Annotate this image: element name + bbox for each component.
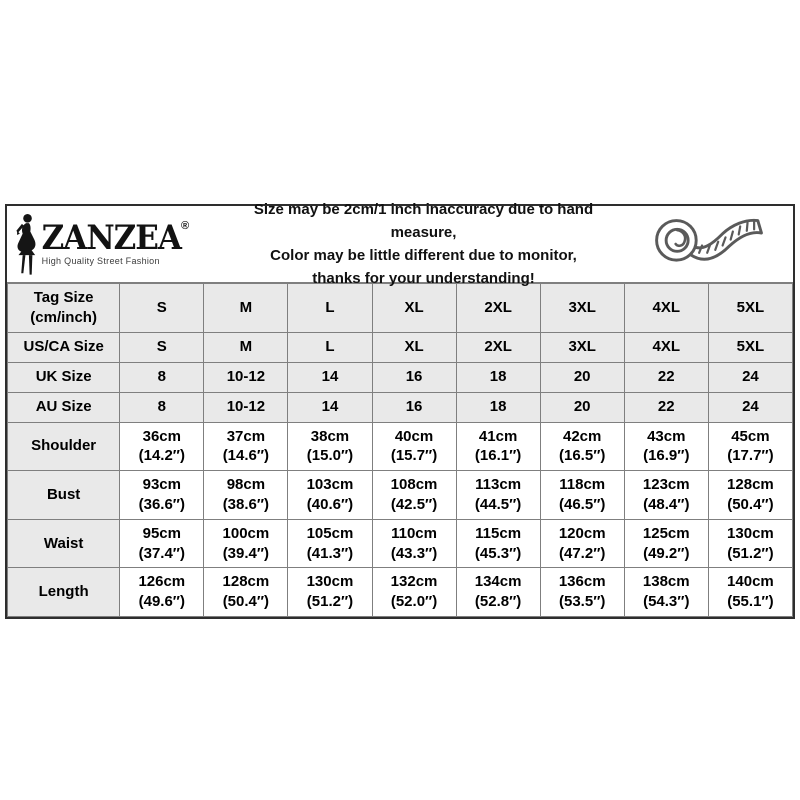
cell-uk-size-3xl: 20	[540, 362, 624, 392]
cell-waist-s: 95cm (37.4″)	[120, 519, 204, 568]
table-row-tag-size	[8, 284, 793, 333]
registered-trademark-symbol: ®	[180, 219, 190, 232]
row-label-tag-size: Tag Size (cm/inch)	[8, 284, 120, 333]
cell-au-size-4xl: 22	[624, 392, 708, 422]
row-label-length: Length	[8, 568, 120, 617]
cell-shoulder-l: 38cm (15.0″)	[288, 422, 372, 471]
cell-shoulder-s: 36cm (14.2″)	[120, 422, 204, 471]
size-table	[7, 283, 793, 617]
cell-waist-l: 105cm (41.3″)	[288, 519, 372, 568]
brand-logo-text-block	[41, 218, 190, 266]
cell-us-ca-size-5xl: 5XL	[708, 332, 792, 362]
row-label-waist: Waist	[8, 519, 120, 568]
cell-bust-3xl: 118cm (46.5″)	[540, 471, 624, 520]
cell-au-size-l: 14	[288, 392, 372, 422]
brand-tagline: High Quality Street Fashion	[41, 255, 160, 266]
cell-shoulder-3xl: 42cm (16.5″)	[540, 422, 624, 471]
cell-bust-l: 103cm (40.6″)	[288, 471, 372, 520]
cell-au-size-2xl: 18	[456, 392, 540, 422]
table-row-bust	[8, 471, 793, 520]
cell-shoulder-m: 37cm (14.6″)	[204, 422, 288, 471]
cell-shoulder-2xl: 41cm (16.1″)	[456, 422, 540, 471]
row-label-au-size: AU Size	[8, 392, 120, 422]
cell-waist-3xl: 120cm (47.2″)	[540, 519, 624, 568]
cell-tag-size-5xl: 5XL	[708, 284, 792, 333]
cell-au-size-s: 8	[120, 392, 204, 422]
cell-us-ca-size-3xl: 3XL	[540, 332, 624, 362]
size-chart-sheet	[5, 200, 795, 619]
cell-length-l: 130cm (51.2″)	[288, 568, 372, 617]
cell-us-ca-size-4xl: 4XL	[624, 332, 708, 362]
cell-tag-size-2xl: 2XL	[456, 284, 540, 333]
cell-au-size-5xl: 24	[708, 392, 792, 422]
cell-us-ca-size-l: L	[288, 332, 372, 362]
cell-bust-2xl: 113cm (44.5″)	[456, 471, 540, 520]
measure-disclaimer	[222, 198, 625, 291]
row-label-bust: Bust	[8, 471, 120, 520]
header-band	[7, 200, 793, 288]
brand-logo	[7, 212, 222, 276]
cell-us-ca-size-s: S	[120, 332, 204, 362]
table-row-length	[8, 568, 793, 617]
cell-tag-size-xl: XL	[372, 284, 456, 333]
cell-length-5xl: 140cm (55.1″)	[708, 568, 792, 617]
table-row-us-ca-size	[8, 332, 793, 362]
woman-silhouette-icon	[15, 212, 39, 276]
cell-uk-size-s: 8	[120, 362, 204, 392]
cell-au-size-xl: 16	[372, 392, 456, 422]
cell-uk-size-2xl: 18	[456, 362, 540, 392]
cell-us-ca-size-2xl: 2XL	[456, 332, 540, 362]
disclaimer-line-3: thanks for your understanding!	[312, 270, 535, 288]
cell-tag-size-3xl: 3XL	[540, 284, 624, 333]
cell-waist-5xl: 130cm (51.2″)	[708, 519, 792, 568]
cell-bust-xl: 108cm (42.5″)	[372, 471, 456, 520]
cell-uk-size-5xl: 24	[708, 362, 792, 392]
cell-tag-size-s: S	[120, 284, 204, 333]
cell-waist-4xl: 125cm (49.2″)	[624, 519, 708, 568]
cell-au-size-3xl: 20	[540, 392, 624, 422]
cell-tag-size-l: L	[288, 284, 372, 333]
cell-bust-m: 98cm (38.6″)	[204, 471, 288, 520]
cell-us-ca-size-xl: XL	[372, 332, 456, 362]
cell-length-xl: 132cm (52.0″)	[372, 568, 456, 617]
cell-tag-size-m: M	[204, 284, 288, 333]
cell-waist-m: 100cm (39.4″)	[204, 519, 288, 568]
cell-shoulder-xl: 40cm (15.7″)	[372, 422, 456, 471]
cell-length-s: 126cm (49.6″)	[120, 568, 204, 617]
cell-waist-2xl: 115cm (45.3″)	[456, 519, 540, 568]
cell-uk-size-xl: 16	[372, 362, 456, 392]
size-table-body	[8, 284, 793, 617]
cell-length-2xl: 134cm (52.8″)	[456, 568, 540, 617]
table-row-waist	[8, 519, 793, 568]
cell-shoulder-4xl: 43cm (16.9″)	[624, 422, 708, 471]
table-row-au-size	[8, 392, 793, 422]
disclaimer-line-1: Size may be 2cm/1 inch inaccuracy due to hand measure,	[253, 200, 594, 241]
cell-bust-s: 93cm (36.6″)	[120, 471, 204, 520]
tape-measure-icon	[625, 211, 793, 277]
table-row-shoulder	[8, 422, 793, 471]
row-label-uk-size: UK Size	[8, 362, 120, 392]
cell-length-m: 128cm (50.4″)	[204, 568, 288, 617]
cell-bust-4xl: 123cm (48.4″)	[624, 471, 708, 520]
cell-uk-size-l: 14	[288, 362, 372, 392]
table-row-uk-size	[8, 362, 793, 392]
cell-uk-size-m: 10-12	[204, 362, 288, 392]
cell-uk-size-4xl: 22	[624, 362, 708, 392]
cell-us-ca-size-m: M	[204, 332, 288, 362]
disclaimer-line-2: Color may be little different due to monitor,	[270, 247, 577, 264]
cell-tag-size-4xl: 4XL	[624, 284, 708, 333]
cell-length-4xl: 138cm (54.3″)	[624, 568, 708, 617]
row-label-shoulder: Shoulder	[8, 422, 120, 471]
row-label-us-ca-size: US/CA Size	[8, 332, 120, 362]
cell-shoulder-5xl: 45cm (17.7″)	[708, 422, 792, 471]
cell-bust-5xl: 128cm (50.4″)	[708, 471, 792, 520]
cell-au-size-m: 10-12	[204, 392, 288, 422]
brand-name: ZANZEA	[41, 218, 181, 257]
cell-waist-xl: 110cm (43.3″)	[372, 519, 456, 568]
cell-length-3xl: 136cm (53.5″)	[540, 568, 624, 617]
